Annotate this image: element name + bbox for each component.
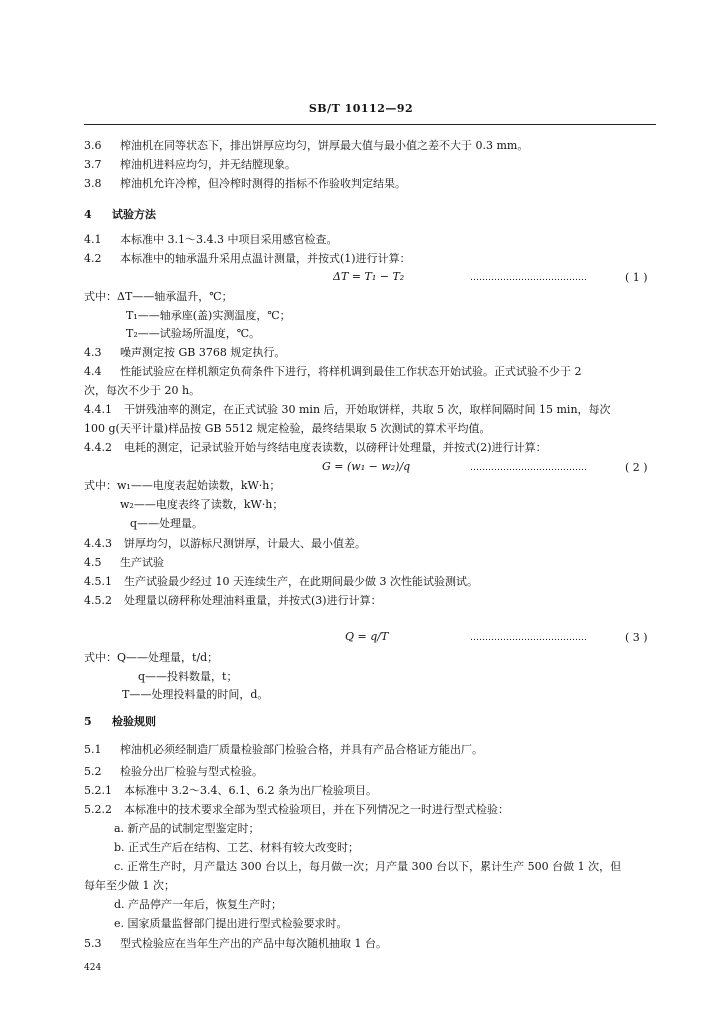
clause-5-1: 5.1 榨油机必须经制造厂质量检验部门检验合格，并具有产品合格证方能出厂。 [84,743,483,756]
where-line: q——投料数量，t； [138,670,238,683]
clause-5-2: 5.2 检验分出厂检验与型式检验。 [84,765,263,778]
formula-2-number: ( 2 ) [625,461,648,474]
where-line: T₁——轴承座(盖)实测温度，℃； [126,309,291,322]
where-line: 式中：ΔT——轴承温升，℃； [84,290,233,303]
clause-4-4-1-cont: 100 g(天平计量)样品按 GB 5512 规定检验，最终结果取 5 次测试的算术平均值。 [84,422,491,435]
where-line: 式中：Q——处理量，t/d； [84,651,219,664]
formula-3-leader: ………………………………… [470,633,587,643]
where-line: w₂——电度表终了读数，kW·h； [120,498,284,511]
clause-3-6: 3.6 榨油机在同等状态下，排出饼厚应均匀，饼厚最大值与最小值之差不大于 0.3 mm。 [84,139,529,152]
clause-4-4-2: 4.4.2 电耗的测定，记录试验开始与终结电度表读数，以磅秤计处理量，并按式(2)进行计算： [84,441,547,454]
where-line: 式中：w₁——电度表起始读数，kW·h； [84,479,281,492]
section-4-heading: 4 试验方法 [84,208,156,221]
clause-4-4: 4.4 性能试验应在样机额定负荷条件下进行，将样机调到最佳工作状态开始试验。正式试验不少于 2 [84,365,582,378]
clause-4-5-2: 4.5.2 处理量以磅秤称处理油料重量，并按式(3)进行计算： [84,594,382,607]
where-line: T₂——试验场所温度，℃。 [126,327,261,340]
list-item: e. 国家质量监督部门提出进行型式检验要求时。 [114,917,348,930]
clause-4-1: 4.1 本标准中 3.1～3.4.3 中项目采用感官检查。 [84,233,338,246]
list-item-cont: 每年至少做 1 次； [84,879,175,892]
where-line: q——处理量。 [130,517,204,530]
clause-4-5: 4.5 生产试验 [84,556,164,569]
clause-4-5-1: 4.5.1 生产试验最少经过 10 天连续生产，在此期间最少做 3 次性能试验测试。 [84,575,478,588]
formula-1-leader: ………………………………… [470,273,587,283]
list-item: a. 新产品的试制定型鉴定时； [114,822,260,835]
formula-3: Q = q/T [345,630,389,643]
clause-4-4-cont: 次，每次不少于 20 h。 [84,384,201,397]
formula-3-number: ( 3 ) [625,631,648,644]
clause-4-3: 4.3 噪声测定按 GB 3768 规定执行。 [84,346,286,359]
formula-2: G = (w₁ − w₂)/q [322,460,411,473]
clause-3-7: 3.7 榨油机进料应均匀，并无结膛现象。 [84,158,296,171]
clause-5-3: 5.3 型式检验应在当年生产出的产品中每次随机抽取 1 台。 [84,937,387,950]
clause-5-2-2: 5.2.2 本标准中的技术要求全部为型式检验项目，并在下列情况之一时进行型式检验： [84,803,509,816]
section-5-heading: 5 检验规则 [84,715,156,728]
formula-1-number: ( 1 ) [625,271,648,284]
header-rule [84,124,656,125]
clause-4-2: 4.2 本标准中的轴承温升采用点温计测量，并按式(1)进行计算： [84,252,411,265]
where-line: T——处理投料量的时间，d。 [122,688,269,701]
list-item: b. 正式生产后在结构、工艺、材料有较大改变时； [114,841,360,854]
list-item: c. 正常生产时，月产量达 300 台以上，每月做一次；月产量 300 台以下，累计生产 500 台做 1 次，但 [114,860,622,873]
clause-4-4-3: 4.4.3 饼厚均匀，以游标尺测饼厚，计最大、最小值差。 [84,537,366,550]
clause-4-4-1: 4.4.1 干饼残油率的测定，在正式试验 30 min 后，开始取饼样，共取 5 次，取样间隔时间 15 min，每次 [84,403,611,416]
clause-3-8: 3.8 榨油机允许冷榨，但冷榨时测得的指标不作验收判定结果。 [84,177,406,190]
list-item: d. 产品停产一年后，恢复生产时； [114,898,283,911]
formula-2-leader: ………………………………… [470,463,587,473]
formula-1: ΔT = T₁ − T₂ [333,270,405,283]
clause-5-2-1: 5.2.1 本标准中 3.2～3.4、6.1、6.2 条为出厂检验项目。 [84,784,377,797]
page-number: 424 [84,963,102,973]
page-header: SB/T 10112—92 [308,102,414,115]
